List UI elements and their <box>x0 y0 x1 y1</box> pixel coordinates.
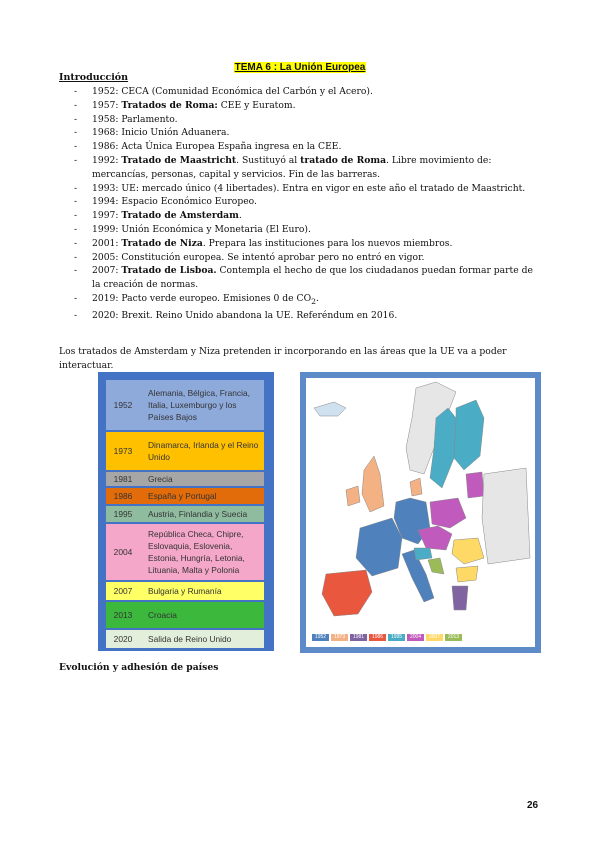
timeline-text: 1958: Parlamento. <box>92 113 178 125</box>
adhesion-countries: Croacia <box>148 610 177 620</box>
timeline-text: Tratados de Roma: <box>121 99 218 111</box>
adhesion-countries: Bulgaria y Rumanía <box>148 586 222 596</box>
adhesion-countries: España y Portugal <box>148 491 217 501</box>
timeline-text: Tratado de Amsterdam <box>121 210 239 222</box>
timeline-text: 1993: UE: mercado único (4 libertades). Entra en vigor en este año el tratado de Maastricht. <box>92 182 526 194</box>
legend-swatch: 1986 <box>369 634 386 641</box>
timeline-item <box>59 99 539 113</box>
timeline-text: 1994: Espacio Económico Europeo. <box>92 196 257 208</box>
timeline-text: Tratado de Lisboa. <box>121 265 217 277</box>
timeline-text: 1986: Acta Única Europea España ingresa en la CEE. <box>92 141 342 153</box>
timeline-text: 2 <box>311 296 316 306</box>
legend-swatch: 2007 <box>426 634 443 641</box>
adhesion-countries: República Checa, Chipre, Eslovaquia, Eslovenia, Estonia, Hungría, Letonia, Lituania, Malta y Polonia <box>148 529 245 575</box>
timeline-text: . <box>315 292 319 304</box>
figure-caption: Evolución y adhesión de países <box>59 662 219 673</box>
adhesion-countries: Dinamarca, Irlanda y el Reino Unido <box>148 440 259 462</box>
adhesion-countries: Salida de Reino Unido <box>148 634 232 644</box>
timeline-text: 1999: Unión Económica y Monetaria (El Euro). <box>92 223 311 235</box>
timeline-text: 1952: CECA (Comunidad Económica del Carbón y el Acero). <box>92 86 373 97</box>
legend-swatch: 2004 <box>407 634 424 641</box>
timeline-item <box>59 209 539 223</box>
timeline-text: 2001: <box>92 237 122 249</box>
page-number: 26 <box>527 800 539 811</box>
adhesion-countries: Alemania, Bélgica, Francia, Italia, Luxemburgo y los Países Bajos <box>148 388 250 422</box>
europe-map-svg <box>306 378 535 647</box>
intro-heading: Introducción <box>59 72 129 83</box>
adhesion-year: 2007 <box>113 586 133 596</box>
timeline-item <box>59 195 539 209</box>
timeline-text: tratado de Roma <box>300 154 387 166</box>
map-legend <box>312 634 462 641</box>
adhesion-row <box>106 524 264 580</box>
timeline-text: Tratado de Maastricht <box>121 154 237 166</box>
europe-map-frame <box>300 372 541 653</box>
timeline-text: 1957: <box>92 99 122 111</box>
adhesion-row <box>106 630 264 648</box>
timeline-text: . Libre movimiento de: mercancías, personas, capital y servicios. Fin de las barreras. <box>92 154 492 180</box>
timeline-item <box>59 309 539 323</box>
adhesion-year: 1981 <box>113 474 133 484</box>
adhesion-row <box>106 432 264 470</box>
page-title: TEMA 6 : La Unión Europea <box>234 62 366 73</box>
legend-swatch: 2013 <box>445 634 462 641</box>
legend-swatch: 1995 <box>388 634 405 641</box>
timeline-item <box>59 264 539 292</box>
timeline-text: 1997: <box>92 210 122 222</box>
adhesion-countries: Austria, Finlandia y Suecia <box>148 509 248 519</box>
adhesion-row <box>106 582 264 600</box>
adhesion-year: 1973 <box>113 446 133 456</box>
adhesion-row <box>106 488 264 504</box>
timeline-item <box>59 85 539 99</box>
adhesion-year: 2020 <box>113 634 133 644</box>
adhesion-table <box>98 372 274 651</box>
legend-swatch: 1952 <box>312 634 329 641</box>
timeline-text: 2007: <box>92 265 122 277</box>
adhesion-year: 1986 <box>113 491 133 501</box>
timeline-item <box>59 251 539 265</box>
adhesion-row <box>106 506 264 522</box>
adhesion-countries: Grecia <box>148 474 173 484</box>
adhesion-row <box>106 380 264 430</box>
timeline-text: Tratado de Niza <box>121 237 203 249</box>
timeline-item <box>59 182 539 196</box>
treaties-paragraph: Los tratados de Amsterdam y Niza pretenden ir incorporando en las áreas que la UE va a poder interactuar. <box>59 346 507 371</box>
timeline-text: 1992: <box>92 154 122 166</box>
adhesion-row <box>106 602 264 628</box>
timeline-item <box>59 126 539 140</box>
legend-swatch: 1981 <box>350 634 367 641</box>
adhesion-year: 1952 <box>113 400 133 410</box>
timeline-text: 2019: Pacto verde europeo. Emisiones 0 de CO <box>92 292 312 304</box>
timeline-text: 1968: Inicio Unión Aduanera. <box>92 127 230 139</box>
legend-swatch: 1973 <box>331 634 348 641</box>
adhesion-year: 1995 <box>113 509 133 519</box>
timeline-item <box>59 154 539 182</box>
timeline-item <box>59 113 539 127</box>
timeline-text: . Sustituyó al <box>236 154 301 166</box>
timeline-text: Contempla el hecho de que los ciudadanos puedan formar parte de la creación de normas. <box>92 265 533 291</box>
timeline-text: 2020: Brexit. Reino Unido abandona la UE. Referéndum en 2016. <box>92 309 398 321</box>
adhesion-row <box>106 472 264 486</box>
timeline-text: CEE y Euratom. <box>217 99 296 111</box>
timeline-text: . Prepara las instituciones para los nuevos miembros. <box>202 237 453 249</box>
timeline-item <box>59 223 539 237</box>
timeline-text: 2005: Constitución europea. Se intentó aprobar pero no entró en vigor. <box>92 251 425 263</box>
europe-map <box>306 378 535 647</box>
timeline-item <box>59 140 539 154</box>
adhesion-year: 2013 <box>113 610 133 620</box>
timeline-item <box>59 292 539 309</box>
timeline-item <box>59 237 539 251</box>
adhesion-year: 2004 <box>113 547 133 557</box>
timeline-list <box>59 85 539 322</box>
timeline-text: . <box>238 210 242 222</box>
